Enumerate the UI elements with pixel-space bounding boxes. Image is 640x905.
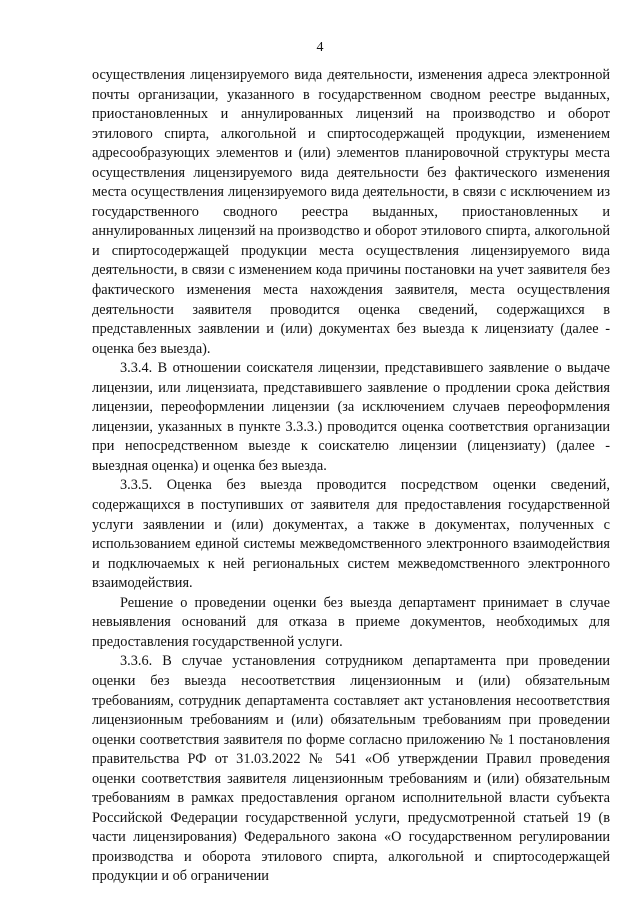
paragraph-3-3-4: 3.3.4. В отношении соискателя лицензии, представившего заявление о выдаче лицензии, или лицензиата, представившего заявление о продлении срока действия лицензии, переоформлении лицензии (за исключением случаев переоформления лицензии, указанных в пункте 3.3.3.) проводится оценка соответствия организации при непосредственном выезде к соискателю лицензии (лицензиату) (далее - выездная оценка) и оценка без выезда. — [92, 360, 610, 474]
page-number: 4 — [316, 40, 324, 55]
paragraph-3-3-5: 3.3.5. Оценка без выезда проводится посредством оценки сведений, содержащихся в поступивших от заявителя для предоставления государственной услуги заявлении и (или) документах, а также в документах, полученных с использованием единой системы межведомственного электронного взаимодействия и подключаемых к ней региональных систем межведомственного электронного взаимодействия. — [92, 477, 610, 592]
paragraph-3-3-6: 3.3.6. В случае установления сотрудником департамента при проведении оценки без выезда несоответствия лицензионным и (или) обязательным требованиям, сотрудник департамента составляет акт установления несоответствия лицензионным требованиям и (или) обязательным требованиям при проведении оценки соответствия заявителя по форме согласно приложению № 1 постановления правительства РФ от 31.03.2022 № 541 «Об утверждении Правил проведения оценки соответствия заявителя лицензионным требованиям и (или) обязательным требованиям в рамках предоставления органом исполнительной власти субъекта Российской Федерации государственной услуги, предусмотренной статьей 19 (в части лицензирования) Федерального закона «О государственном регулировании производства и оборота этилового спирта, алкогольной и спиртосодержащей продукции и об ограничении — [92, 653, 610, 885]
document-body — [92, 66, 610, 887]
paragraph-continuation: осуществления лицензируемого вида деятельности, изменения адреса электронной почты организации, указанного в государственном сводном реестре выданных, приостановленных и аннулированных лицензий на производство и оборот этилового спирта, алкогольной и спиртосодержащей продукции, изменением адресообразующих элементов и (или) элементов планировочной структуры места осуществления лицензируемого вида деятельности без фактического изменения места осуществления лицензируемого вида деятельности, в связи с исключением из государственного сводного реестра выданных, приостановленных и аннулированных лицензий на производство и оборот этилового спирта, алкогольной и спиртосодержащей продукции места осуществления лицензируемого вида деятельности, в связи с изменением кода причины постановки на учет заявителя без фактического изменения места нахождения заявителя, места осуществления деятельности заявителя проводится оценка сведений, содержащихся в представленных заявлении и (или) документах без выезда к лицензиату (далее - оценка без выезда). — [92, 67, 610, 357]
paragraph-decision: Решение о проведении оценки без выезда департамент принимает в случае невыявления оснований для отказа в приеме документов, необходимых для предоставления государственной услуги. — [92, 594, 610, 650]
